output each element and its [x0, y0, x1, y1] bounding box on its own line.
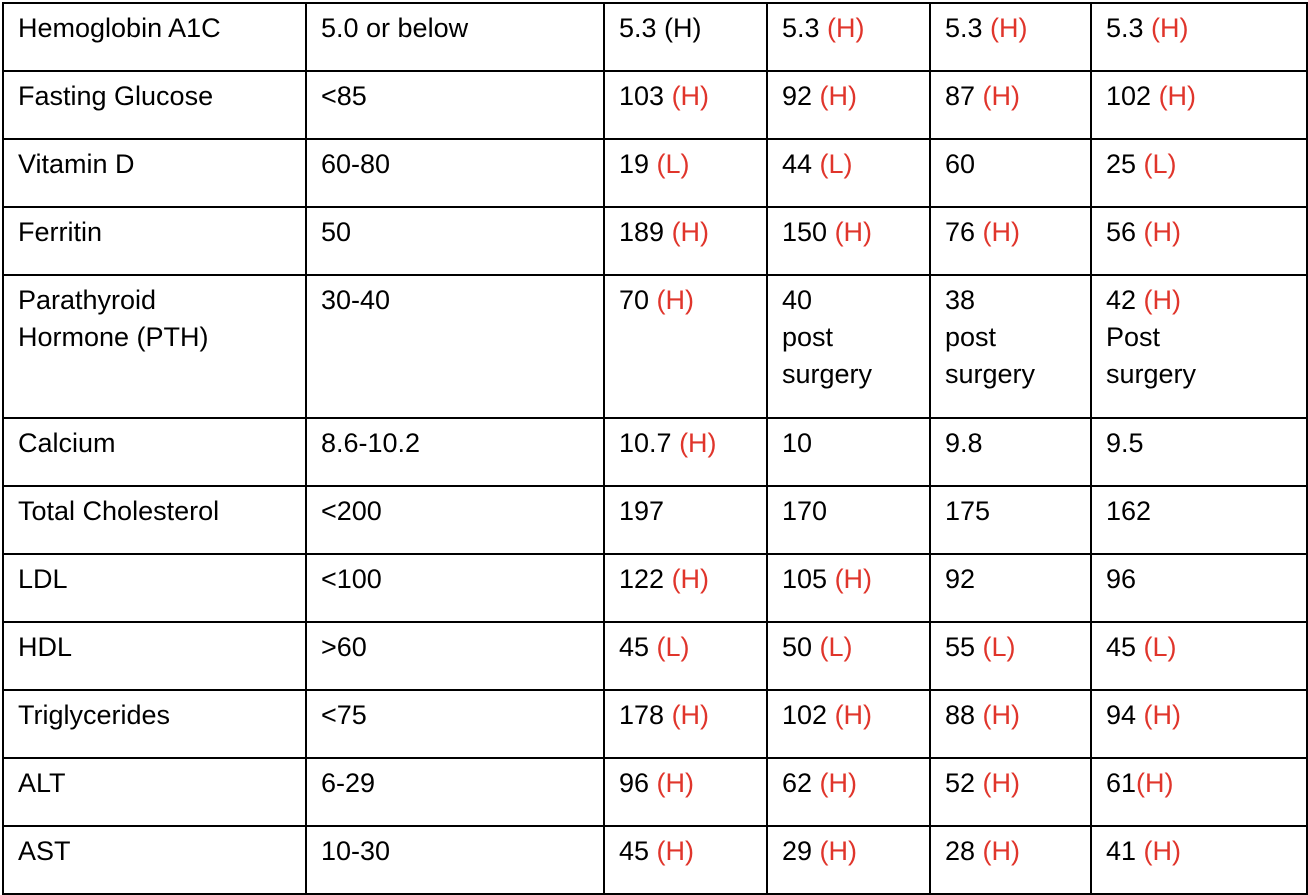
result-cell	[767, 3, 930, 71]
result-value: 42	[1106, 285, 1144, 315]
test-name-cell: Triglycerides	[3, 690, 306, 758]
table-row	[3, 139, 1307, 207]
table-row	[3, 554, 1307, 622]
test-name-cell: Fasting Glucose	[3, 71, 306, 139]
result-value: 41	[1106, 836, 1144, 866]
result-flag: (H)	[819, 81, 858, 111]
result-flag: (H)	[1143, 836, 1182, 866]
result-value: 29	[782, 836, 820, 866]
result-value: 150	[782, 217, 835, 247]
result-flag: (L)	[819, 632, 853, 662]
result-cell	[767, 690, 930, 758]
result-flag: (H)	[834, 217, 873, 247]
result-value: 122	[619, 564, 672, 594]
result-flag: (H)	[1143, 217, 1182, 247]
result-flag: (H)	[982, 700, 1021, 730]
result-cell	[767, 622, 930, 690]
reference-range-cell: <75	[306, 690, 604, 758]
result-cell	[930, 207, 1091, 275]
result-cell	[1091, 207, 1307, 275]
result-cell	[1091, 622, 1307, 690]
result-value: 92	[945, 564, 976, 594]
result-cell	[767, 418, 930, 486]
result-cell	[930, 418, 1091, 486]
result-flag: (L)	[1143, 632, 1177, 662]
result-value: 5.3	[782, 13, 828, 43]
result-flag: (H)	[982, 836, 1021, 866]
reference-range-cell: <200	[306, 486, 604, 554]
result-value: 10.7	[619, 428, 680, 458]
result-value: 88	[945, 700, 983, 730]
reference-range-cell: 6-29	[306, 758, 604, 826]
result-value: 45	[619, 632, 657, 662]
result-value: 38 post surgery	[945, 285, 1036, 389]
result-value: 9.5	[1106, 428, 1144, 458]
result-value: 105	[782, 564, 835, 594]
result-cell	[604, 486, 767, 554]
result-cell	[604, 275, 767, 418]
result-flag: (H)	[819, 836, 858, 866]
result-flag: (H)	[679, 428, 717, 458]
result-flag: (H)	[671, 564, 710, 594]
test-name-cell: AST	[3, 826, 306, 894]
test-name-cell: Calcium	[3, 418, 306, 486]
result-cell	[930, 690, 1091, 758]
reference-range-cell: 5.0 or below	[306, 3, 604, 71]
result-cell	[1091, 71, 1307, 139]
result-value: 44	[782, 149, 820, 179]
result-flag: (H)	[656, 285, 695, 315]
result-cell	[604, 207, 767, 275]
result-value: 25	[1106, 149, 1144, 179]
result-cell	[1091, 758, 1307, 826]
test-name-cell: LDL	[3, 554, 306, 622]
result-cell	[1091, 690, 1307, 758]
test-name-cell: Hemoglobin A1C	[3, 3, 306, 71]
result-cell	[767, 486, 930, 554]
result-cell	[604, 418, 767, 486]
table-row	[3, 207, 1307, 275]
result-cell	[767, 139, 930, 207]
result-value: 189	[619, 217, 672, 247]
result-value: 96	[1106, 564, 1137, 594]
result-cell	[767, 71, 930, 139]
result-cell	[604, 139, 767, 207]
result-value: 60	[945, 149, 976, 179]
result-flag: (H)	[671, 217, 710, 247]
reference-range-cell: 60-80	[306, 139, 604, 207]
result-flag: (H)	[990, 13, 1028, 43]
result-cell	[1091, 554, 1307, 622]
result-flag: (L)	[1143, 149, 1177, 179]
result-cell	[604, 690, 767, 758]
result-flag: (L)	[819, 149, 853, 179]
reference-range-cell: 50	[306, 207, 604, 275]
result-flag: (H)	[656, 836, 695, 866]
reference-range-cell: >60	[306, 622, 604, 690]
result-cell	[1091, 418, 1307, 486]
result-value: 40 post surgery	[782, 285, 873, 389]
result-note: Post surgery	[1106, 322, 1197, 389]
result-cell	[1091, 3, 1307, 71]
reference-range-cell: 10-30	[306, 826, 604, 894]
reference-range-cell: 8.6-10.2	[306, 418, 604, 486]
result-value: 61	[1106, 768, 1137, 798]
test-name-cell: HDL	[3, 622, 306, 690]
result-value: 5.3	[619, 13, 665, 43]
result-cell	[930, 275, 1091, 418]
table-row	[3, 690, 1307, 758]
result-cell	[604, 554, 767, 622]
table-row	[3, 71, 1307, 139]
reference-range-cell: <100	[306, 554, 604, 622]
lab-results-table	[2, 2, 1308, 895]
result-cell	[930, 622, 1091, 690]
result-cell	[604, 3, 767, 71]
result-cell	[767, 758, 930, 826]
result-cell	[930, 71, 1091, 139]
test-name-cell: Parathyroid Hormone (PTH)	[3, 275, 306, 418]
result-value: 92	[782, 81, 820, 111]
result-value: 10	[782, 428, 813, 458]
result-cell	[1091, 139, 1307, 207]
result-flag: (L)	[982, 632, 1016, 662]
result-value: 102	[1106, 81, 1159, 111]
test-name-cell: Vitamin D	[3, 139, 306, 207]
result-value: 62	[782, 768, 820, 798]
result-cell	[604, 758, 767, 826]
reference-range-cell: <85	[306, 71, 604, 139]
result-value: 103	[619, 81, 672, 111]
reference-range-cell: 30-40	[306, 275, 604, 418]
result-flag: (H)	[1143, 700, 1182, 730]
result-value: 45	[1106, 632, 1144, 662]
result-flag: (H)	[819, 768, 858, 798]
result-value: 70	[619, 285, 657, 315]
table-row	[3, 418, 1307, 486]
result-cell	[767, 275, 930, 418]
result-cell	[930, 139, 1091, 207]
result-value: 45	[619, 836, 657, 866]
result-flag: (L)	[656, 632, 690, 662]
result-cell	[1091, 486, 1307, 554]
result-value: 5.3	[1106, 13, 1152, 43]
table-row	[3, 758, 1307, 826]
result-value: 197	[619, 496, 665, 526]
result-flag: (H)	[982, 217, 1021, 247]
result-value: 19	[619, 149, 657, 179]
result-value: 178	[619, 700, 672, 730]
result-value: 55	[945, 632, 983, 662]
result-flag: (H)	[1143, 285, 1182, 315]
table-row	[3, 275, 1307, 418]
result-cell	[1091, 275, 1307, 418]
test-name-cell: Total Cholesterol	[3, 486, 306, 554]
result-flag: (H)	[656, 768, 695, 798]
table-row	[3, 622, 1307, 690]
result-value: 28	[945, 836, 983, 866]
result-flag: (H)	[1151, 13, 1189, 43]
result-flag: (H)	[1158, 81, 1197, 111]
result-value: 9.8	[945, 428, 983, 458]
result-cell	[930, 758, 1091, 826]
result-flag: (H)	[671, 700, 710, 730]
result-value: 5.3	[945, 13, 991, 43]
result-value: 162	[1106, 496, 1152, 526]
result-cell	[604, 71, 767, 139]
result-flag: (H)	[827, 13, 865, 43]
test-name-cell: Ferritin	[3, 207, 306, 275]
result-value: 76	[945, 217, 983, 247]
result-cell	[767, 207, 930, 275]
result-cell	[930, 3, 1091, 71]
result-cell	[604, 622, 767, 690]
result-cell	[930, 554, 1091, 622]
result-flag: (H)	[834, 700, 873, 730]
result-flag: (L)	[656, 149, 690, 179]
result-value: 175	[945, 496, 991, 526]
table-row	[3, 3, 1307, 71]
test-name-cell: ALT	[3, 758, 306, 826]
result-value: 94	[1106, 700, 1144, 730]
result-value: 52	[945, 768, 983, 798]
result-cell	[930, 486, 1091, 554]
result-value: 50	[782, 632, 820, 662]
result-value: 96	[619, 768, 657, 798]
result-flag: (H)	[664, 13, 702, 43]
result-value: 56	[1106, 217, 1144, 247]
result-value: 87	[945, 81, 983, 111]
result-flag: (H)	[834, 564, 873, 594]
table-row	[3, 486, 1307, 554]
result-value: 170	[782, 496, 828, 526]
result-flag: (H)	[982, 81, 1021, 111]
result-flag: (H)	[1136, 768, 1174, 798]
result-flag: (H)	[671, 81, 710, 111]
result-flag: (H)	[982, 768, 1021, 798]
result-value: 102	[782, 700, 835, 730]
result-cell	[767, 554, 930, 622]
